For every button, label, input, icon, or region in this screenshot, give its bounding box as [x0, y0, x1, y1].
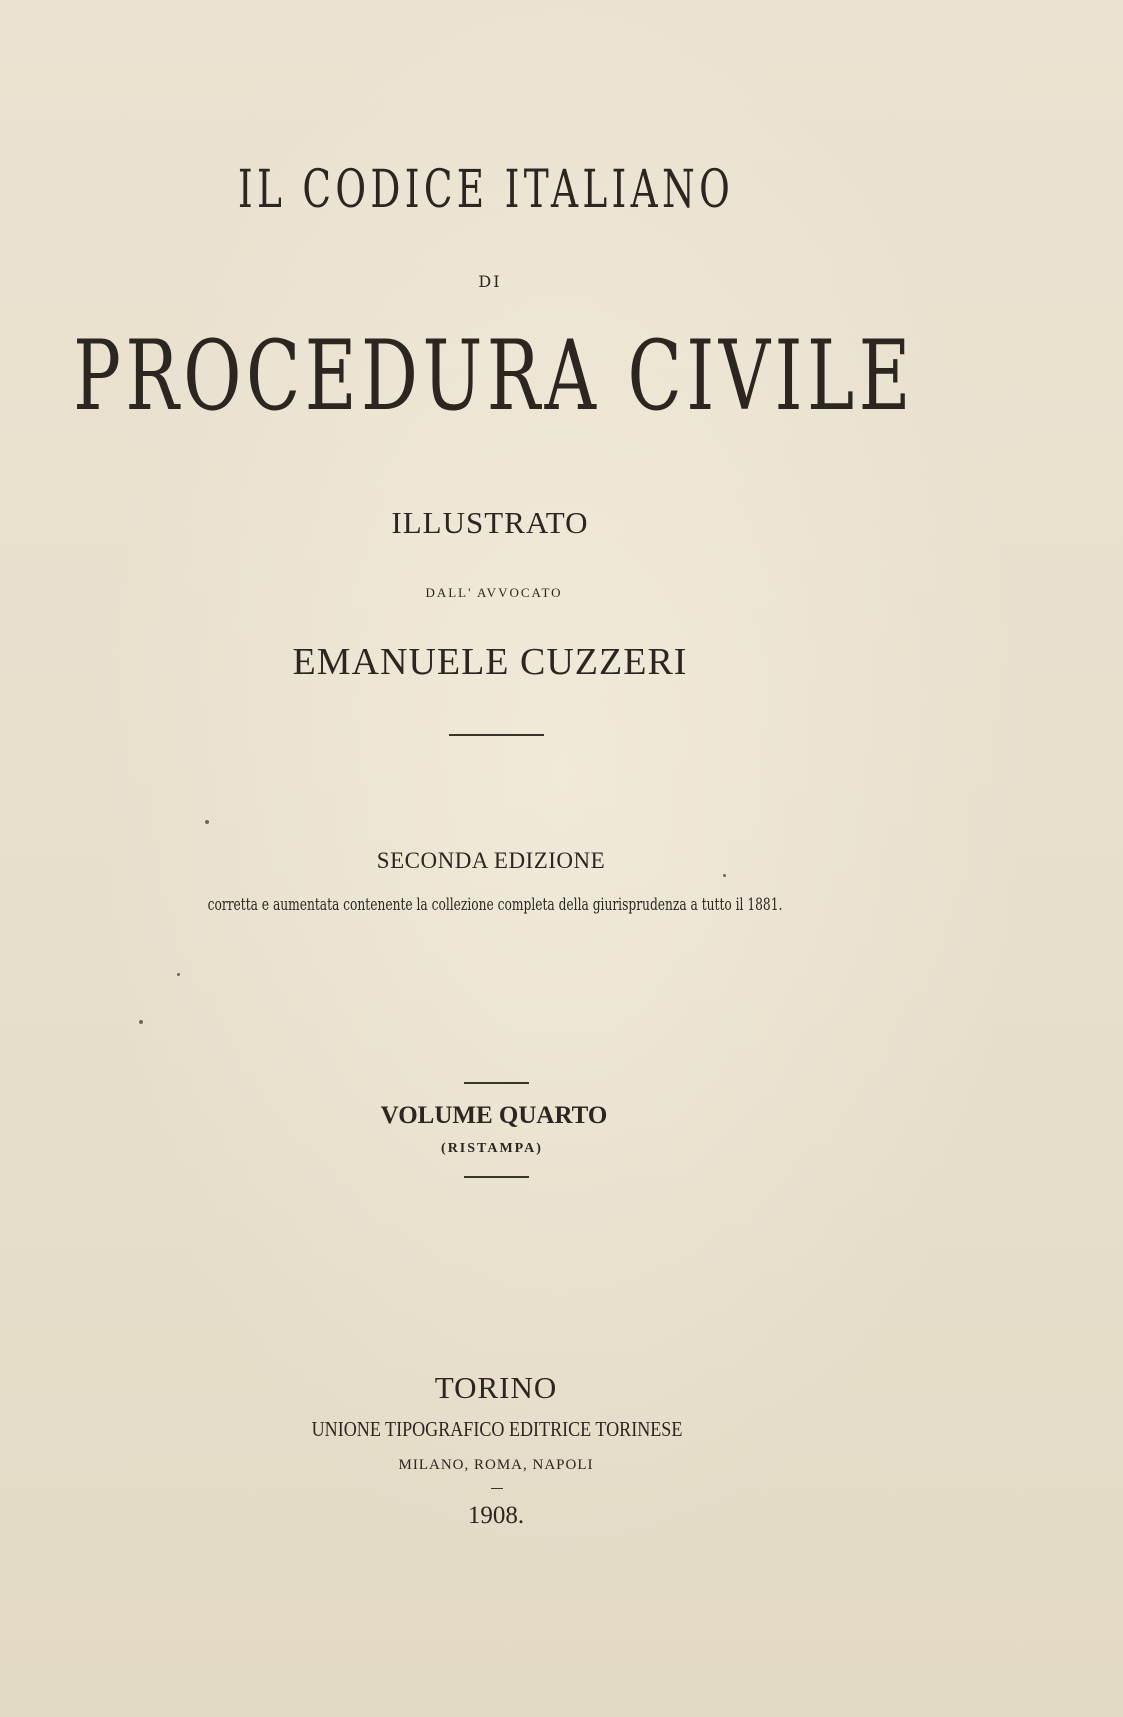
volume-note [441, 1141, 543, 1157]
divider-1 [449, 734, 544, 736]
divider-3 [464, 1176, 529, 1178]
divider-4 [491, 1488, 503, 1489]
imprint-branches [399, 1457, 594, 1474]
edition-description-text: corretta e aumentata contenente la collezione completa della giurisprudenza a tutto il 1881. [207, 895, 783, 915]
title-connector [478, 272, 501, 291]
imprint-city [435, 1370, 558, 1406]
paper-speck [723, 874, 726, 877]
imprint-city-text: TORINO [434, 1370, 558, 1405]
subtitle-text: ILLUSTRATO [391, 505, 589, 540]
volume [381, 1102, 608, 1130]
edition [377, 848, 605, 874]
title-connector-text: DI [478, 272, 502, 291]
volume-text: VOLUME QUARTO [380, 1102, 608, 1129]
edition-description [96, 895, 894, 915]
title-main [0, 320, 1063, 432]
author-name [293, 640, 688, 684]
author-name-text: EMANUELE CUZZERI [292, 641, 688, 683]
imprint-year [468, 1502, 524, 1530]
subtitle [391, 505, 588, 541]
edition-text: SECONDA EDIZIONE [376, 848, 606, 873]
title-line-1 [141, 160, 830, 220]
paper-speck [139, 1020, 143, 1024]
imprint-publisher [281, 1417, 712, 1442]
title-line-1-text: IL CODICE ITALIANO [237, 160, 735, 220]
author-prefix-text: DALL' AVVOCATO [425, 585, 563, 600]
paper-speck [205, 820, 209, 824]
imprint-publisher-text: UNIONE TIPOGRAFICO EDITRICE TORINESE [311, 1417, 683, 1441]
author-prefix [425, 585, 562, 601]
imprint-branches-text: MILANO, ROMA, NAPOLI [398, 1457, 594, 1473]
volume-note-text: (RISTAMPA) [441, 1141, 543, 1156]
imprint-year-text: 1908. [467, 1502, 525, 1529]
divider-2 [464, 1082, 529, 1084]
paper-speck [177, 973, 180, 976]
title-main-text: PROCEDURA CIVILE [73, 320, 915, 432]
